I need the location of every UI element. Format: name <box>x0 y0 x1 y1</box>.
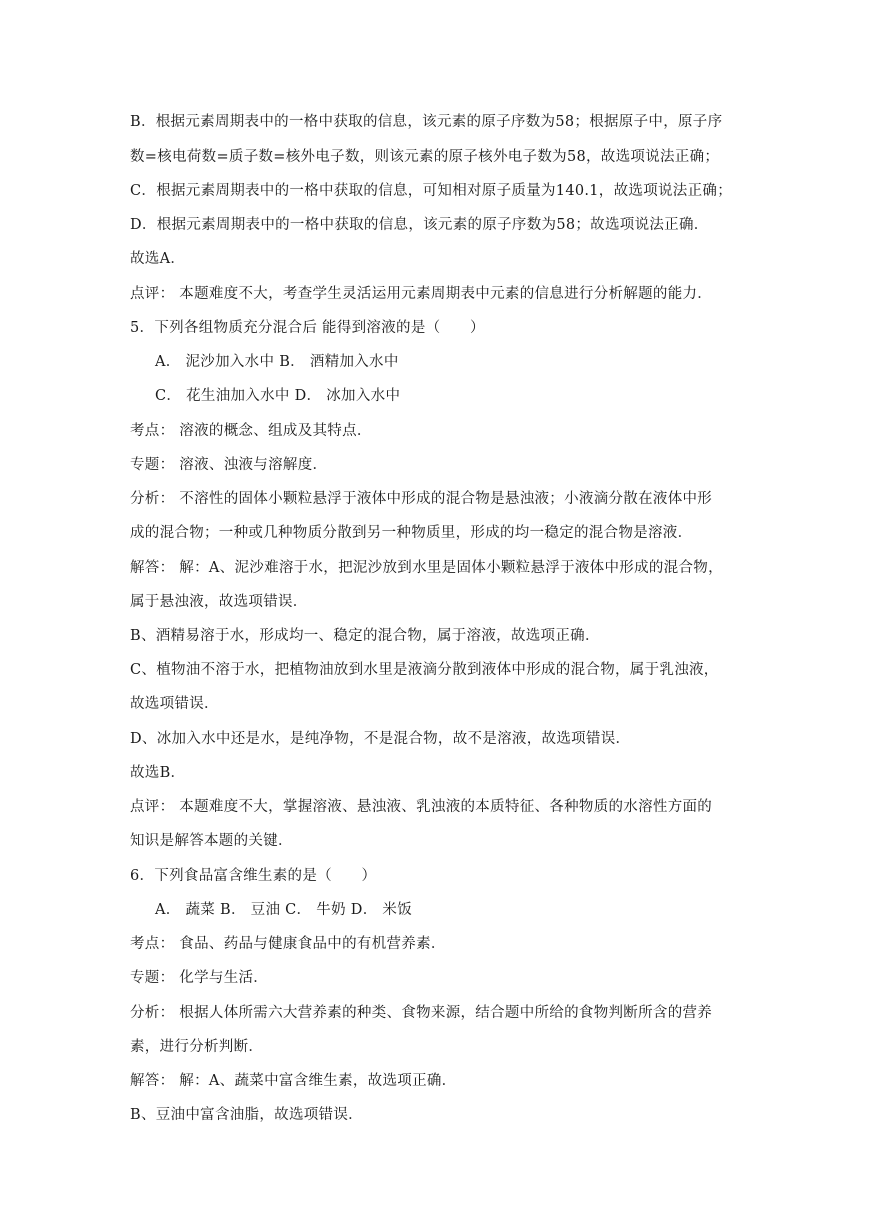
text-line-6: 点评： 本题难度不大，考查学生灵活运用元素周期表中元素的信息进行分析解题的能力． <box>130 286 713 302</box>
question-5-title: 5．下列各组物质充分混合后 能得到溶液的是（ ） <box>130 320 485 336</box>
text-line-1: B．根据元素周期表中的一格中获取的信息，该元素的原子序数为58；根据原子中，原子序 <box>130 114 723 130</box>
text-line-3: C．根据元素周期表中的一格中获取的信息，可知相对原子质量为140.1，故选项说法正确； <box>130 183 733 199</box>
text-line-13: 成的混合物；一种或几种物质分散到另一种物质里，形成的均一稳定的混合物是溶液． <box>130 525 693 541</box>
question-5-options-ab: A． 泥沙加入水中 B． 酒精加入水中 <box>155 354 399 370</box>
text-line-12: 分析： 不溶性的固体小颗粒悬浮于液体中形成的混合物是悬浊液；小液滴分散在液体中形 <box>130 491 713 507</box>
text-line-18: 故选项错误． <box>130 696 219 712</box>
question-5-options-cd: C． 花生油加入水中 D． 冰加入水中 <box>155 388 401 404</box>
text-line-21: 点评： 本题难度不大，掌握溶液、悬浊液、乳浊液的本质特征、各种物质的水溶性方面的 <box>130 799 713 815</box>
question-6-options: A． 蔬菜 B． 豆油 C． 牛奶 D． 米饭 <box>155 902 413 918</box>
text-line-29: 解答： 解：A、蔬菜中富含维生素，故选项正确． <box>130 1073 457 1089</box>
text-line-4: D．根据元素周期表中的一格中获取的信息，该元素的原子序数为58；故选项说法正确． <box>130 217 709 233</box>
text-line-17: C、植物油不溶于水，把植物油放到水里是液滴分散到液体中形成的混合物，属于乳浊液， <box>130 662 719 678</box>
text-line-30: B、豆油中富含油脂，故选项错误． <box>130 1107 363 1123</box>
text-line-16: B、酒精易溶于水，形成均一、稳定的混合物，属于溶液，故选项正确． <box>130 628 600 644</box>
text-line-20: 故选B． <box>130 765 186 781</box>
text-line-2: 数=核电荷数=质子数=核外电子数，则该元素的原子核外电子数为58，故选项说法正确； <box>130 149 720 165</box>
text-line-14: 解答： 解：A、泥沙难溶于水，把泥沙放到水里是固体小颗粒悬浮于液体中形成的混合物， <box>130 560 723 576</box>
text-line-26: 专题： 化学与生活． <box>130 970 269 986</box>
text-line-10: 考点： 溶液的概念、组成及其特点． <box>130 423 372 439</box>
text-line-27: 分析： 根据人体所需六大营养素的种类、食物来源，结合题中所给的食物判断所含的营养 <box>130 1005 713 1021</box>
question-6-title: 6．下列食品富含维生素的是（ ） <box>130 868 377 884</box>
text-line-28: 素，进行分析判断． <box>130 1039 264 1055</box>
text-line-5: 故选A． <box>130 251 186 267</box>
text-line-11: 专题： 溶液、浊液与溶解度． <box>130 457 328 473</box>
text-line-25: 考点： 食品、药品与健康食品中的有机营养素． <box>130 936 446 952</box>
text-line-15: 属于悬浊液，故选项错误． <box>130 594 308 610</box>
text-line-22: 知识是解答本题的关键． <box>130 833 293 849</box>
text-line-19: D、冰加入水中还是水，是纯净物，不是混合物，故不是溶液，故选项错误． <box>130 731 631 747</box>
